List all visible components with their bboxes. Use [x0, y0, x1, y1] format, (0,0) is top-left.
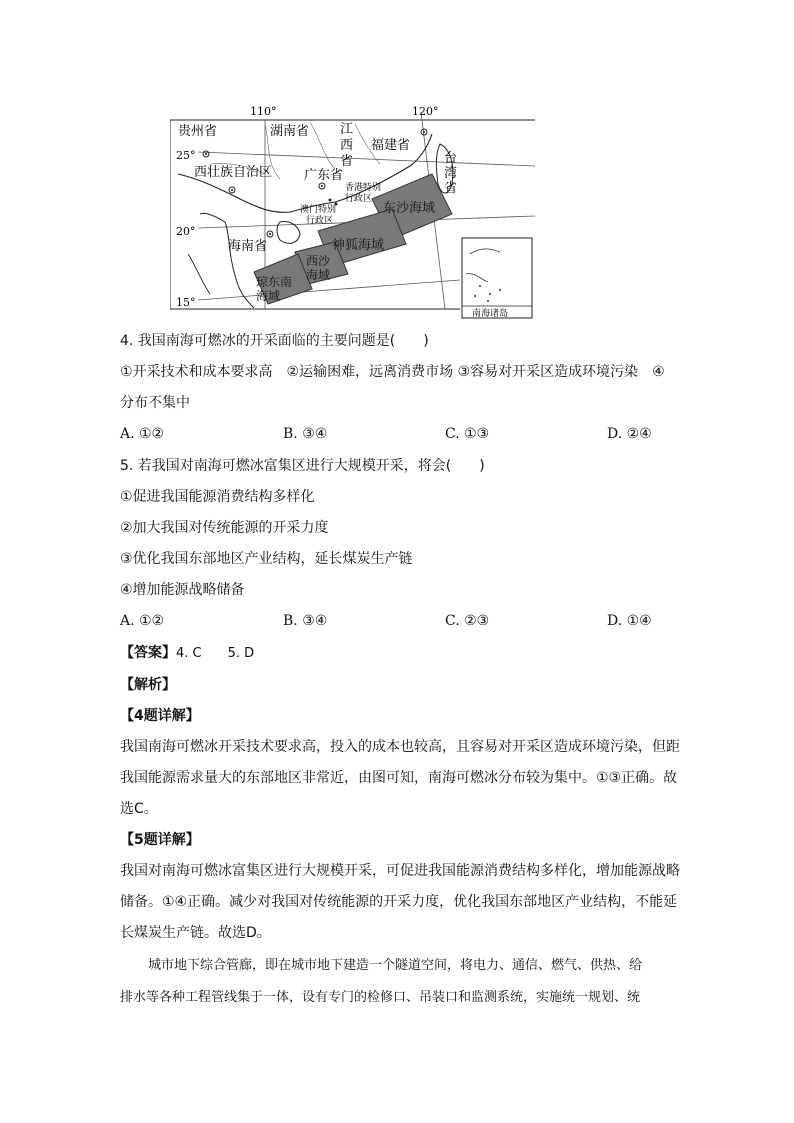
label-hainan: 海南省: [228, 239, 268, 254]
label-jiangxi-2: 西: [340, 138, 354, 153]
label-qiongdongnan-1: 琼东南: [256, 275, 293, 289]
detail4-line-2: 我国能源需求量大的东部地区非常近，由图可知，南海可燃冰分布较为集中。①③正确。故: [120, 770, 678, 786]
analysis-label: 【解析】: [120, 677, 176, 693]
label-qiongdongnan-2: 海域: [256, 289, 281, 303]
q4-stem: 4. 我国南海可燃冰的开采面临的主要问题是( ): [120, 333, 429, 349]
q4-option-a: A. ①②: [120, 426, 165, 442]
label-guizhou: 贵州省: [178, 124, 218, 139]
q4-option-b: B. ③④: [283, 426, 328, 442]
q4-option-d: D. ②④: [607, 426, 652, 442]
label-jiangxi-3: 省: [340, 154, 354, 169]
q5-option-b: B. ③④: [283, 613, 328, 629]
detail5-label: 【5题详解】: [120, 832, 200, 848]
detail5-line-2: 储备。①④正确。减少对我国对传统能源的开采力度，优化我国东部地区产业结构，不能延: [120, 894, 678, 910]
q5-item-4: ④增加能源战略储备: [120, 582, 245, 598]
label-taiwan-3: 省: [444, 181, 458, 196]
q5-stem: 5. 若我国对南海可燃冰富集区进行大规模开采，将会( ): [120, 458, 485, 474]
lon-label-120: 120°: [412, 105, 439, 118]
q5-option-d: D. ①④: [607, 613, 652, 629]
q4-items-line2: 分布不集中: [120, 395, 190, 411]
lon-label-110: 110°: [250, 105, 277, 118]
lat-label-25: 25°: [176, 149, 196, 162]
answer-line: [120, 643, 254, 664]
label-hunan: 湖南省: [270, 124, 310, 139]
detail4-label: 【4题详解】: [120, 708, 200, 724]
detail4-line-1: 我国南海可燃冰开采技术要求高，投入的成本也较高，且容易对开采区造成环境污染，但距: [120, 739, 680, 755]
lat-label-20: 20°: [176, 225, 196, 238]
label-dongsha: 东沙海域: [383, 201, 436, 216]
south-china-sea-map: [170, 104, 535, 320]
detail5-line-1: 我国对南海可燃冰富集区进行大规模开采，可促进我国能源消费结构多样化，增加能源战略: [120, 863, 680, 879]
q5-option-a: A. ①②: [120, 613, 165, 629]
label-macau-2: 行政区: [306, 216, 334, 226]
q4-option-c: C. ①③: [445, 426, 490, 442]
label-guangxi: 西壮族自治区: [194, 165, 273, 180]
answer-text: 4. C 5. D: [176, 646, 255, 661]
inset-label: 南海诸岛: [472, 309, 509, 319]
label-fujian: 福建省: [371, 138, 411, 153]
lat-label-15: 15°: [176, 296, 196, 309]
label-shenhu: 神狐海域: [332, 238, 385, 253]
label-taiwan-1: 台: [444, 151, 458, 166]
detail4-line-3: 选C。: [120, 801, 158, 817]
q5-option-c: C. ②③: [445, 613, 490, 629]
answer-label: 【答案】: [120, 645, 176, 661]
label-macau-1: 澳门特别: [300, 205, 337, 215]
label-xisha-1: 西沙: [306, 254, 331, 268]
label-hk-2: 行政区: [345, 194, 373, 204]
label-hk-1: 香港特别: [345, 183, 382, 193]
label-xisha-2: 海域: [306, 268, 331, 282]
passage-line-1: 城市地下综合管廊，即在城市地下建造一个隧道空间，将电力、通信、燃气、供热、给: [148, 958, 643, 973]
q5-item-2: ②加大我国对传统能源的开采力度: [120, 520, 329, 536]
passage-line-2: 排水等各种工程管线集于一体，设有专门的检修口、吊装口和监测系统，实施统一规划、统: [120, 990, 641, 1005]
q5-item-1: ①促进我国能源消费结构多样化: [120, 489, 315, 505]
label-jiangxi-1: 江: [340, 122, 354, 137]
q4-items-line1: ①开采技术和成本要求高 ②运输困难，远离消费市场 ③容易对开采区造成环境污染 ④: [120, 364, 665, 380]
label-guangdong: 广东省: [304, 168, 344, 183]
label-taiwan-2: 湾: [444, 166, 458, 181]
detail5-line-3: 长煤炭生产链。故选D。: [120, 925, 271, 941]
q5-item-3: ③优化我国东部地区产业结构，延长煤炭生产链: [120, 551, 413, 567]
